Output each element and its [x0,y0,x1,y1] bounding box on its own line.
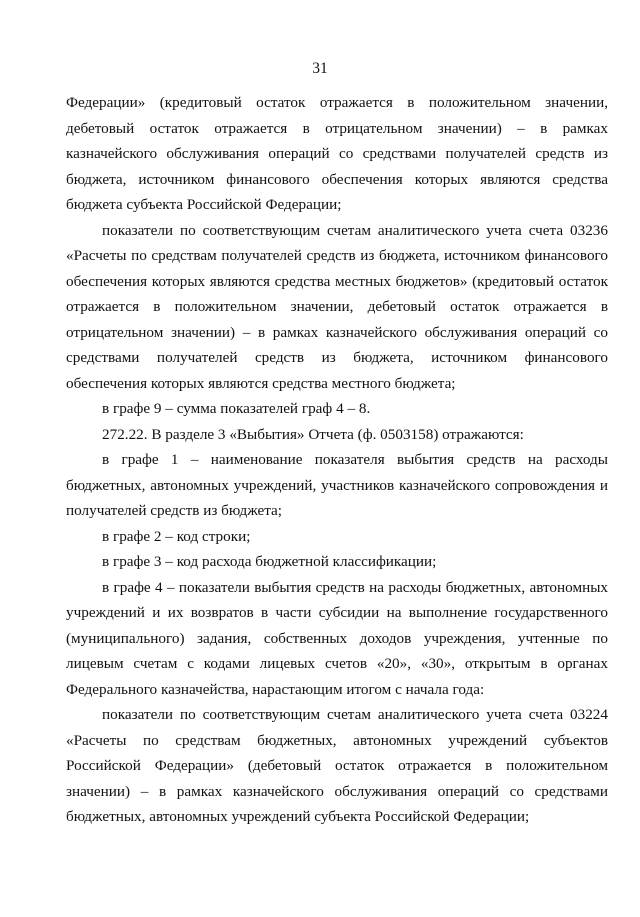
paragraph: показатели по соответствующим счетам аналитического учета счета 03236 «Расчеты по средствам получателей средств из бюджета, источником финансового обеспечения которых являются средства местных бюджетов» (кредитовый остаток отражается в положительном значении, дебетовый остаток отражается в отрицательном значении) – в рамках казначейского обслуживания операций со средствами получателей средств из бюджета, источником финансового обеспечения которых являются средства местного бюджета; [66,221,608,392]
paragraph: в графе 9 – сумма показателей граф 4 – 8. [102,400,371,417]
document-body [66,90,608,830]
paragraph: в графе 2 – код строки; [102,527,251,545]
paragraph: в графе 1 – наименование показателя выбытия средств на расходы бюджетных, автономных учреждений, участников казначейского сопровождения и получателей средств из бюджета; [66,451,608,519]
paragraph: в графе 3 – код расхода бюджетной классификации; [102,553,437,570]
paragraph: показатели по соответствующим счетам аналитического учета счета 03224 «Расчеты по средствам бюджетных, автономных учреждений субъектов Российской Федерации» (дебетовый остаток отражается в положительном значении) – в рамках казначейского обслуживания операций со средствами бюджетных, автономных учреждений субъекта Российской Федерации; [66,706,608,825]
paragraph-continuation: Федерации» (кредитовый остаток отражается в положительном значении, дебетовый остаток отражается в отрицательном значении) – в рамках казначейского обслуживания операций со средствами получателей средств из бюджета, источником финансового обеспечения которых являются средства бюджета субъекта Российской Федерации; [66,94,608,213]
section-paragraph: 272.22. В разделе 3 «Выбытия» Отчета (ф. 0503158) отражаются: [102,425,524,443]
paragraph: в графе 4 – показатели выбытия средств на расходы бюджетных, автономных учреждений и их возвратов в части субсидии на выполнение государственного (муниципального) задания, собственных доходов учреждения, учтенные по лицевым счетам с кодами лицевых счетов «20», «30», открытым в органах Федерального казначейства, нарастающим итогом с начала года: [66,578,608,698]
page-number: 31 [312,60,328,77]
